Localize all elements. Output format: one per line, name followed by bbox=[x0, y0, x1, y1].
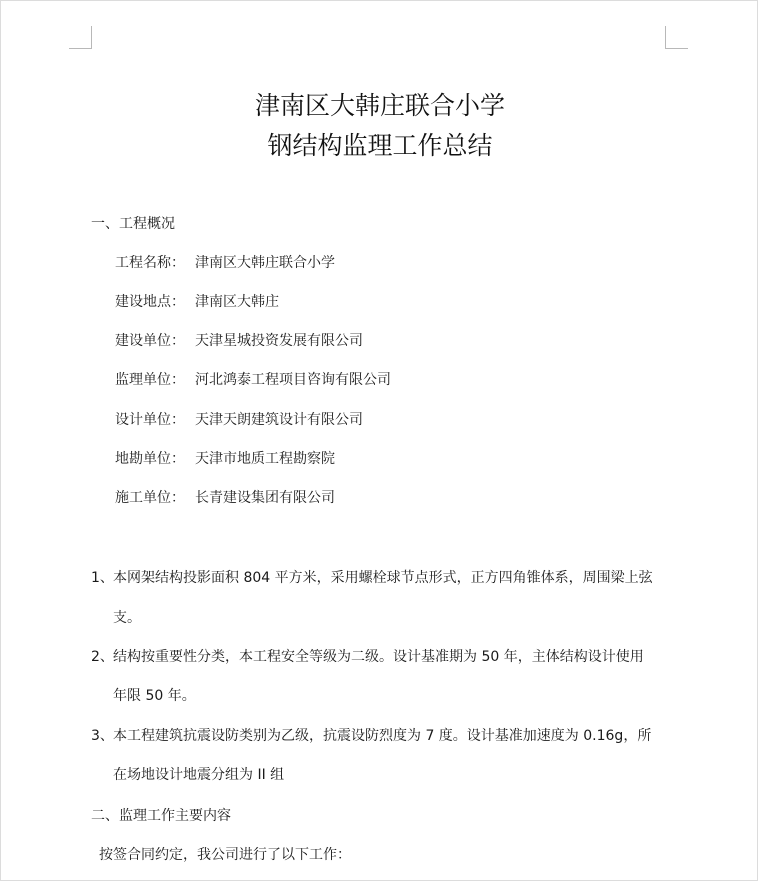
overview-label: 建设单位： bbox=[115, 333, 185, 349]
overview-label: 地勘单位： bbox=[115, 451, 185, 467]
list-item-number: 1、 bbox=[91, 570, 114, 586]
overview-value: 津南区大韩庄 bbox=[195, 294, 279, 310]
list-item-text: 本网架结构投影面积 804 平方米，采用螺栓球节点形式，正方四角锥体系，周围梁上弦 bbox=[113, 570, 653, 586]
overview-label: 设计单位： bbox=[115, 412, 185, 428]
list-item-text: 结构按重要性分类，本工程安全等级为二级。设计基准期为 50 年，主体结构设计使用 bbox=[113, 649, 644, 665]
overview-value: 河北鸿泰工程项目咨询有限公司 bbox=[195, 372, 391, 388]
section-heading-overview: 一、工程概况 bbox=[91, 216, 175, 232]
document-title-line2: 钢结构监理工作总结 bbox=[267, 131, 493, 160]
overview-value: 津南区大韩庄联合小学 bbox=[195, 255, 335, 271]
list-item-text-continued: 年限 50 年。 bbox=[113, 688, 196, 704]
list-item-text: 本工程建筑抗震设防类别为乙级，抗震设防烈度为 7 度。设计基准加速度为 0.16g，所 bbox=[113, 728, 652, 744]
section-intro-paragraph: 按签合同约定，我公司进行了以下工作： bbox=[99, 847, 351, 863]
list-item-number: 2、 bbox=[91, 649, 114, 665]
overview-label: 工程名称： bbox=[115, 255, 185, 271]
overview-value: 天津天朗建筑设计有限公司 bbox=[195, 412, 363, 428]
overview-value: 天津市地质工程勘察院 bbox=[195, 451, 335, 467]
overview-label: 监理单位： bbox=[115, 372, 185, 388]
margin-corner-mark-top-right bbox=[665, 26, 688, 49]
overview-value: 天津星城投资发展有限公司 bbox=[195, 333, 363, 349]
overview-label: 施工单位： bbox=[115, 490, 185, 506]
list-item-text-continued: 在场地设计地震分组为 II 组 bbox=[113, 767, 285, 783]
document-title-line1: 津南区大韩庄联合小学 bbox=[254, 91, 505, 120]
overview-value: 长青建设集团有限公司 bbox=[195, 490, 335, 506]
margin-corner-mark-top-left bbox=[69, 26, 92, 49]
overview-label: 建设地点： bbox=[115, 294, 185, 310]
list-item-text-continued: 支。 bbox=[113, 610, 141, 626]
list-item-number: 3、 bbox=[91, 728, 114, 744]
section-heading-supervision: 二、监理工作主要内容 bbox=[91, 808, 231, 824]
